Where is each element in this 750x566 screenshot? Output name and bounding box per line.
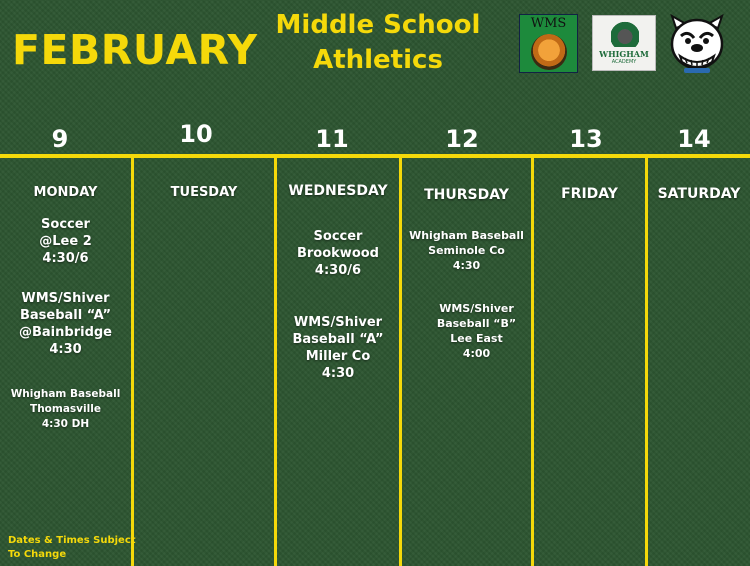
event-wednesday-soccer	[277, 228, 399, 279]
event-line: Whigham Baseball	[409, 229, 524, 242]
event-line: 4:30	[452, 259, 481, 272]
event-line: Lee East	[450, 332, 503, 345]
event-line: Baseball “A”	[292, 332, 384, 347]
event-monday-whigham-baseball	[0, 387, 131, 432]
event-line: WMS/Shiver	[439, 302, 514, 315]
event-line: Miller Co	[305, 349, 371, 364]
day-number-13: 13	[569, 125, 603, 153]
whigham-logo-subtext: ACADEMY	[611, 59, 637, 65]
event-line: Thomasville	[30, 403, 101, 415]
day-name-thursday: THURSDAY	[424, 187, 509, 203]
wms-logo-text: WMS	[530, 16, 567, 31]
title-line-2: Athletics	[313, 45, 443, 75]
month-title: FEBRUARY	[12, 26, 258, 74]
event-line: Seminole Co	[428, 244, 505, 257]
calendar-top-divider	[0, 154, 750, 158]
event-line: WMS/Shiver	[293, 315, 383, 330]
day-name-friday: FRIDAY	[561, 186, 618, 202]
disclaimer-line-1: Dates & Times Subject	[8, 535, 136, 546]
event-line: Brookwood	[296, 246, 379, 261]
day-name-monday: MONDAY	[33, 185, 98, 200]
disclaimer-line-2: To Change	[8, 549, 67, 560]
day-number-12: 12	[445, 125, 479, 153]
chief-headdress-icon	[611, 21, 639, 47]
wms-tiger-logo-icon	[519, 14, 578, 73]
event-line: Whigham Baseball	[10, 388, 121, 400]
event-monday-baseball-a	[0, 290, 131, 358]
title-line-1: Middle School	[275, 10, 481, 40]
event-line: Soccer	[313, 229, 363, 244]
event-thursday-whigham-baseball	[402, 228, 531, 273]
whigham-chief-logo-icon	[592, 15, 656, 71]
event-line: WMS/Shiver	[21, 291, 110, 306]
bulldog-logo-icon	[668, 14, 726, 74]
event-line: Soccer	[41, 217, 90, 232]
event-thursday-baseball-b	[412, 301, 541, 361]
event-wednesday-baseball-a	[277, 314, 399, 382]
event-line: 4:30	[49, 342, 82, 357]
event-line: 4:00	[462, 347, 491, 360]
event-line: @Bainbridge	[19, 325, 112, 340]
event-line: Baseball “B”	[436, 317, 517, 330]
event-line: @Lee 2	[39, 234, 92, 249]
tiger-icon	[531, 34, 567, 70]
event-line: 4:30 DH	[41, 418, 90, 430]
day-name-tuesday: TUESDAY	[170, 185, 238, 200]
day-number-9: 9	[51, 125, 69, 153]
day-name-wednesday: WEDNESDAY	[288, 183, 388, 199]
event-line: 4:30/6	[314, 263, 362, 278]
day-number-10: 10	[179, 120, 213, 148]
column-divider	[531, 156, 534, 566]
day-name-saturday: SATURDAY	[657, 186, 741, 202]
event-line: Baseball “A”	[19, 308, 112, 323]
event-monday-soccer	[0, 216, 131, 267]
event-line: 4:30	[321, 366, 355, 381]
column-divider	[131, 156, 134, 566]
day-number-14: 14	[677, 125, 711, 153]
disclaimer-note	[8, 534, 136, 562]
event-line: 4:30/6	[42, 251, 89, 266]
column-divider	[645, 156, 648, 566]
whigham-logo-text: WHIGHAM	[599, 49, 649, 59]
day-number-11: 11	[315, 125, 349, 153]
column-divider	[399, 156, 402, 566]
page-title	[268, 8, 488, 78]
